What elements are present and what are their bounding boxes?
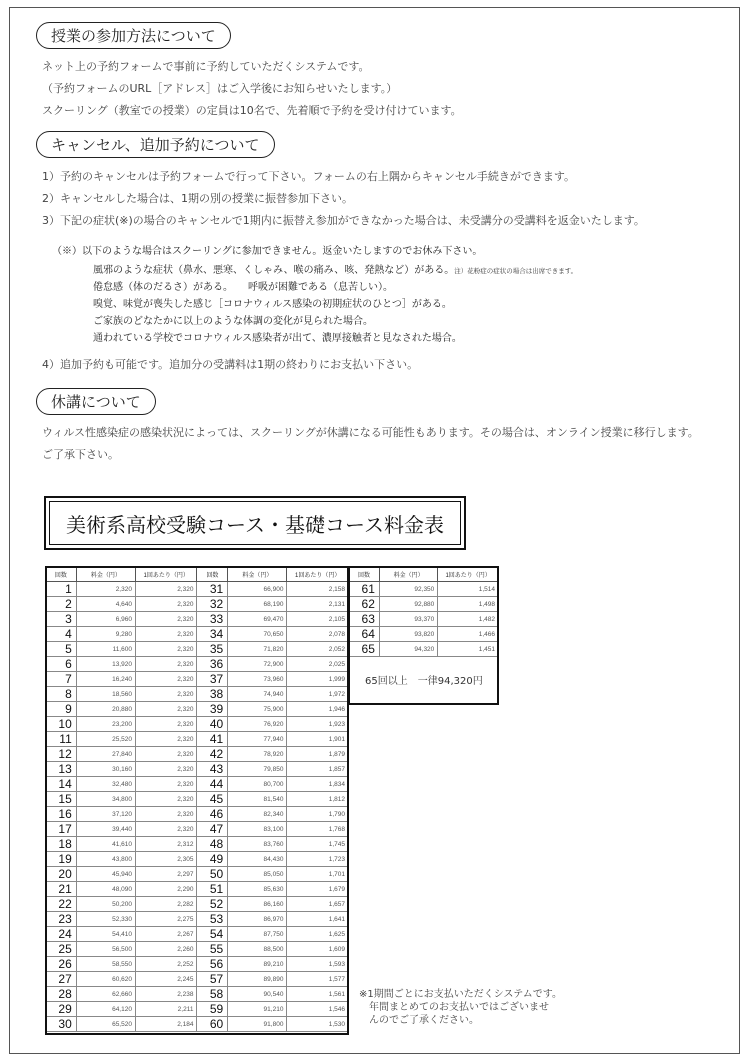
row-count: 63	[349, 612, 380, 627]
row-per-session: 1,530	[287, 1017, 349, 1032]
row-fee: 83,100	[228, 822, 287, 837]
row-per-session: 1,514	[438, 582, 499, 597]
table-header-row	[46, 567, 349, 582]
header-per-session: 1回あたり（円）	[438, 567, 499, 582]
row-count: 51	[197, 882, 228, 897]
row-count: 22	[46, 897, 77, 912]
row-fee: 62,660	[76, 987, 135, 1002]
row-per-session: 2,320	[135, 657, 197, 672]
row-count: 30	[46, 1017, 77, 1032]
table-row	[349, 582, 499, 597]
cancel-line-2: 2）キャンセルした場合は、1期の別の授業に振替参加下さい。	[42, 192, 353, 205]
row-fee: 39,440	[76, 822, 135, 837]
table-row	[46, 582, 349, 597]
row-count: 34	[197, 627, 228, 642]
participation-line-2: （予約フォームのURL［アドレス］はご入学後にお知らせいたします。）	[42, 82, 398, 95]
table-row	[349, 612, 499, 627]
row-fee: 70,650	[228, 627, 287, 642]
row-per-session: 2,252	[135, 957, 197, 972]
row-fee: 6,960	[76, 612, 135, 627]
row-count: 21	[46, 882, 77, 897]
row-per-session: 2,267	[135, 927, 197, 942]
cancel-line-4: 4）追加予約も可能です。追加分の受講料は1期の終わりにお支払い下さい。	[42, 358, 419, 371]
symptom-item: 倦怠感（体のだるさ）がある。 呼吸が困難である（息苦しい）。	[93, 282, 393, 293]
row-per-session: 2,320	[135, 582, 197, 597]
row-per-session: 1,857	[287, 762, 349, 777]
row-count: 4	[46, 627, 77, 642]
row-count: 43	[197, 762, 228, 777]
row-per-session: 2,320	[135, 747, 197, 762]
row-fee: 34,800	[76, 792, 135, 807]
closure-line-2: ご了承下さい。	[42, 448, 119, 461]
row-count: 44	[197, 777, 228, 792]
row-count: 15	[46, 792, 77, 807]
row-count: 35	[197, 642, 228, 657]
footnote-line: 年間まとめてのお支払いではございませ	[359, 1002, 549, 1013]
row-count: 17	[46, 822, 77, 837]
footnote-line: んのでご了承ください。	[359, 1015, 479, 1026]
row-count: 41	[197, 732, 228, 747]
symptom-item: 風邪のような症状（鼻水、悪寒、くしゃみ、喉の痛み、咳、発熱など）がある。注）花粉症の症状の場合は出席できます。	[93, 265, 578, 276]
row-fee: 69,470	[228, 612, 287, 627]
row-fee: 45,940	[76, 867, 135, 882]
table-row	[46, 987, 349, 1002]
row-fee: 89,210	[228, 957, 287, 972]
table-row	[46, 612, 349, 627]
row-fee: 18,560	[76, 687, 135, 702]
row-fee: 54,410	[76, 927, 135, 942]
row-count: 13	[46, 762, 77, 777]
fee-table-1-30	[45, 566, 349, 1032]
row-fee: 92,880	[379, 597, 437, 612]
row-per-session: 1,641	[287, 912, 349, 927]
row-count: 19	[46, 852, 77, 867]
table-row	[46, 627, 349, 642]
row-count: 42	[197, 747, 228, 762]
row-fee: 27,840	[76, 747, 135, 762]
table-row	[349, 627, 499, 642]
row-fee: 13,920	[76, 657, 135, 672]
row-per-session: 2,297	[135, 867, 197, 882]
row-per-session: 1,625	[287, 927, 349, 942]
symptom-note-lead: （※）以下のような場合はスクーリングに参加できません。返金いたしますのでお休み下さい。	[52, 246, 483, 257]
table-row	[349, 597, 499, 612]
row-fee: 79,850	[228, 762, 287, 777]
row-fee: 68,190	[228, 597, 287, 612]
row-count: 59	[197, 1002, 228, 1017]
row-fee: 81,540	[228, 792, 287, 807]
table-row	[46, 972, 349, 987]
row-per-session: 2,290	[135, 882, 197, 897]
table-row	[46, 897, 349, 912]
header-fee: 料金（円）	[228, 567, 287, 582]
row-per-session: 2,320	[135, 777, 197, 792]
cancel-line-3: 3）下記の症状(※)の場合のキャンセルで1期内に振替え参加ができなかった場合は、未受講分の受講料を返金いたします。	[42, 214, 645, 227]
table-row	[46, 837, 349, 852]
row-per-session: 1,593	[287, 957, 349, 972]
row-per-session: 1,790	[287, 807, 349, 822]
table-row	[46, 732, 349, 747]
table-header-row	[349, 567, 499, 582]
row-per-session: 2,320	[135, 732, 197, 747]
row-fee: 87,750	[228, 927, 287, 942]
row-per-session: 1,498	[438, 597, 499, 612]
row-fee: 94,320	[379, 642, 437, 657]
row-fee: 30,160	[76, 762, 135, 777]
table-row	[46, 1017, 349, 1032]
row-fee: 90,540	[228, 987, 287, 1002]
row-fee: 37,120	[76, 807, 135, 822]
row-count: 20	[46, 867, 77, 882]
row-fee: 84,430	[228, 852, 287, 867]
table-row	[46, 822, 349, 837]
row-fee: 71,820	[228, 642, 287, 657]
row-per-session: 2,320	[135, 687, 197, 702]
row-fee: 91,210	[228, 1002, 287, 1017]
row-fee: 72,900	[228, 657, 287, 672]
row-count: 65	[349, 642, 380, 657]
row-per-session: 2,320	[135, 717, 197, 732]
table-row	[46, 852, 349, 867]
row-count: 54	[197, 927, 228, 942]
footnote-line: ※1期間ごとにお支払いただくシステムです。	[359, 989, 562, 1000]
row-count: 53	[197, 912, 228, 927]
row-fee: 9,280	[76, 627, 135, 642]
row-count: 37	[197, 672, 228, 687]
table-row	[46, 672, 349, 687]
row-fee: 93,820	[379, 627, 437, 642]
row-per-session: 2,158	[287, 582, 349, 597]
row-per-session: 1,901	[287, 732, 349, 747]
row-per-session: 1,972	[287, 687, 349, 702]
row-per-session: 2,320	[135, 807, 197, 822]
row-count: 55	[197, 942, 228, 957]
row-count: 28	[46, 987, 77, 1002]
section-heading-closure: 休講について	[36, 388, 156, 415]
row-per-session: 2,320	[135, 597, 197, 612]
row-fee: 43,800	[76, 852, 135, 867]
row-fee: 41,610	[76, 837, 135, 852]
row-per-session: 2,320	[135, 612, 197, 627]
row-per-session: 1,657	[287, 897, 349, 912]
row-per-session: 2,131	[287, 597, 349, 612]
row-fee: 73,960	[228, 672, 287, 687]
row-per-session: 1,879	[287, 747, 349, 762]
row-per-session: 2,238	[135, 987, 197, 1002]
row-fee: 92,350	[379, 582, 437, 597]
closure-line-1: ウィルス性感染症の感染状況によっては、スクーリングが休講になる可能性もあります。その場合は、オンライン授業に移行します。	[42, 426, 699, 439]
row-fee: 25,520	[76, 732, 135, 747]
row-count: 26	[46, 957, 77, 972]
row-fee: 88,500	[228, 942, 287, 957]
pollen-note: 注）花粉症の症状の場合は出席できます。	[454, 267, 578, 275]
section-heading-participation: 授業の参加方法について	[36, 22, 231, 49]
table-row	[46, 792, 349, 807]
row-count: 25	[46, 942, 77, 957]
row-per-session: 2,320	[135, 642, 197, 657]
table-row	[46, 807, 349, 822]
row-count: 18	[46, 837, 77, 852]
row-count: 52	[197, 897, 228, 912]
row-per-session: 2,025	[287, 657, 349, 672]
table-row	[46, 702, 349, 717]
row-per-session: 1,834	[287, 777, 349, 792]
section-heading-cancel: キャンセル、追加予約について	[36, 131, 275, 158]
fee-table-61-65	[348, 566, 499, 657]
row-fee: 23,200	[76, 717, 135, 732]
row-per-session: 1,946	[287, 702, 349, 717]
row-per-session: 1,679	[287, 882, 349, 897]
row-per-session: 2,312	[135, 837, 197, 852]
row-fee: 82,340	[228, 807, 287, 822]
row-count: 24	[46, 927, 77, 942]
row-fee: 64,120	[76, 1002, 135, 1017]
row-count: 48	[197, 837, 228, 852]
row-fee: 80,700	[228, 777, 287, 792]
row-fee: 86,970	[228, 912, 287, 927]
row-count: 57	[197, 972, 228, 987]
row-per-session: 1,701	[287, 867, 349, 882]
row-count: 58	[197, 987, 228, 1002]
row-fee: 74,940	[228, 687, 287, 702]
header-count: 回数	[46, 567, 77, 582]
row-count: 9	[46, 702, 77, 717]
row-count: 2	[46, 597, 77, 612]
row-count: 3	[46, 612, 77, 627]
table-row	[46, 912, 349, 927]
header-fee: 料金（円）	[76, 567, 135, 582]
row-per-session: 2,320	[135, 792, 197, 807]
row-per-session: 2,320	[135, 627, 197, 642]
row-fee: 56,500	[76, 942, 135, 957]
row-per-session: 2,105	[287, 612, 349, 627]
row-fee: 75,900	[228, 702, 287, 717]
row-count: 14	[46, 777, 77, 792]
row-per-session: 1,482	[438, 612, 499, 627]
symptom-item: ご家族のどなたかに以上のような体調の変化が見られた場合。	[93, 316, 373, 327]
row-per-session: 1,723	[287, 852, 349, 867]
row-per-session: 2,184	[135, 1017, 197, 1032]
row-fee: 4,640	[76, 597, 135, 612]
participation-line-1: ネット上の予約フォームで事前に予約していただくシステムです。	[42, 60, 370, 73]
row-per-session: 1,609	[287, 942, 349, 957]
table-row	[46, 1002, 349, 1017]
row-count: 60	[197, 1017, 228, 1032]
row-per-session: 1,745	[287, 837, 349, 852]
row-fee: 86,160	[228, 897, 287, 912]
table-row	[46, 762, 349, 777]
row-count: 1	[46, 582, 77, 597]
row-count: 47	[197, 822, 228, 837]
row-count: 33	[197, 612, 228, 627]
row-per-session: 1,923	[287, 717, 349, 732]
row-count: 5	[46, 642, 77, 657]
row-per-session: 2,052	[287, 642, 349, 657]
header-per-session: 1回あたり（円）	[287, 567, 349, 582]
row-per-session: 1,546	[287, 1002, 349, 1017]
row-fee: 83,760	[228, 837, 287, 852]
table-row	[46, 717, 349, 732]
row-fee: 20,880	[76, 702, 135, 717]
row-count: 36	[197, 657, 228, 672]
row-per-session: 2,320	[135, 762, 197, 777]
row-per-session: 2,320	[135, 822, 197, 837]
symptom-item: 通われている学校でコロナウィルス感染者が出て、濃厚接触者と見なされた場合。	[93, 333, 462, 344]
row-count: 38	[197, 687, 228, 702]
row-fee: 11,600	[76, 642, 135, 657]
participation-line-3: スクーリング（教室での授業）の定員は10名で、先着順で予約を受け付けています。	[42, 104, 462, 117]
row-fee: 77,940	[228, 732, 287, 747]
table-row	[46, 687, 349, 702]
row-fee: 16,240	[76, 672, 135, 687]
row-count: 6	[46, 657, 77, 672]
row-per-session: 2,245	[135, 972, 197, 987]
row-count: 7	[46, 672, 77, 687]
header-per-session: 1回あたり（円）	[135, 567, 197, 582]
row-count: 50	[197, 867, 228, 882]
row-count: 29	[46, 1002, 77, 1017]
table-row	[46, 642, 349, 657]
row-count: 39	[197, 702, 228, 717]
row-count: 61	[349, 582, 380, 597]
row-fee: 91,800	[228, 1017, 287, 1032]
row-per-session: 2,211	[135, 1002, 197, 1017]
row-fee: 85,630	[228, 882, 287, 897]
row-fee: 50,200	[76, 897, 135, 912]
table-row	[349, 642, 499, 657]
row-per-session: 2,320	[135, 702, 197, 717]
row-count: 10	[46, 717, 77, 732]
row-fee: 76,920	[228, 717, 287, 732]
row-fee: 48,090	[76, 882, 135, 897]
table-row	[46, 597, 349, 612]
payment-footnote	[359, 988, 562, 1027]
row-per-session: 2,078	[287, 627, 349, 642]
row-fee: 32,480	[76, 777, 135, 792]
table-row	[46, 747, 349, 762]
row-count: 46	[197, 807, 228, 822]
row-per-session: 1,577	[287, 972, 349, 987]
row-count: 23	[46, 912, 77, 927]
row-per-session: 1,812	[287, 792, 349, 807]
table-row	[46, 882, 349, 897]
table-row	[46, 657, 349, 672]
row-count: 32	[197, 597, 228, 612]
fee-table-title: 美術系高校受験コース・基礎コース料金表	[49, 501, 461, 545]
row-per-session: 2,282	[135, 897, 197, 912]
row-per-session: 1,466	[438, 627, 499, 642]
row-count: 64	[349, 627, 380, 642]
row-per-session: 2,260	[135, 942, 197, 957]
row-count: 45	[197, 792, 228, 807]
row-fee: 58,550	[76, 957, 135, 972]
table-row	[46, 777, 349, 792]
table-row	[46, 927, 349, 942]
symptom-item: 嗅覚、味覚が喪失した感じ［コロナウィルス感染の初期症状のひとつ］がある。	[93, 299, 452, 310]
row-per-session: 1,768	[287, 822, 349, 837]
row-count: 49	[197, 852, 228, 867]
row-fee: 78,920	[228, 747, 287, 762]
row-fee: 89,890	[228, 972, 287, 987]
row-per-session: 1,999	[287, 672, 349, 687]
row-fee: 93,370	[379, 612, 437, 627]
header-count: 回数	[349, 567, 380, 582]
table-row	[46, 942, 349, 957]
row-count: 40	[197, 717, 228, 732]
row-count: 16	[46, 807, 77, 822]
row-per-session: 1,561	[287, 987, 349, 1002]
header-count: 回数	[197, 567, 228, 582]
row-count: 56	[197, 957, 228, 972]
row-fee: 65,520	[76, 1017, 135, 1032]
row-per-session: 1,451	[438, 642, 499, 657]
row-per-session: 2,320	[135, 672, 197, 687]
cancel-line-1: 1）予約のキャンセルは予約フォームで行って下さい。フォームの右上隅からキャンセル手続きができます。	[42, 170, 576, 183]
row-fee: 60,620	[76, 972, 135, 987]
row-fee: 66,900	[228, 582, 287, 597]
over-65-rate: 65回以上 一律94,320円	[365, 676, 483, 687]
row-count: 27	[46, 972, 77, 987]
header-fee: 料金（円）	[379, 567, 437, 582]
row-fee: 85,050	[228, 867, 287, 882]
row-count: 12	[46, 747, 77, 762]
row-count: 31	[197, 582, 228, 597]
row-count: 8	[46, 687, 77, 702]
fee-table-title-frame	[44, 496, 466, 550]
row-fee: 52,330	[76, 912, 135, 927]
row-count: 62	[349, 597, 380, 612]
row-count: 11	[46, 732, 77, 747]
row-per-session: 2,275	[135, 912, 197, 927]
table-row	[46, 957, 349, 972]
row-fee: 2,320	[76, 582, 135, 597]
table-row	[46, 867, 349, 882]
row-per-session: 2,305	[135, 852, 197, 867]
